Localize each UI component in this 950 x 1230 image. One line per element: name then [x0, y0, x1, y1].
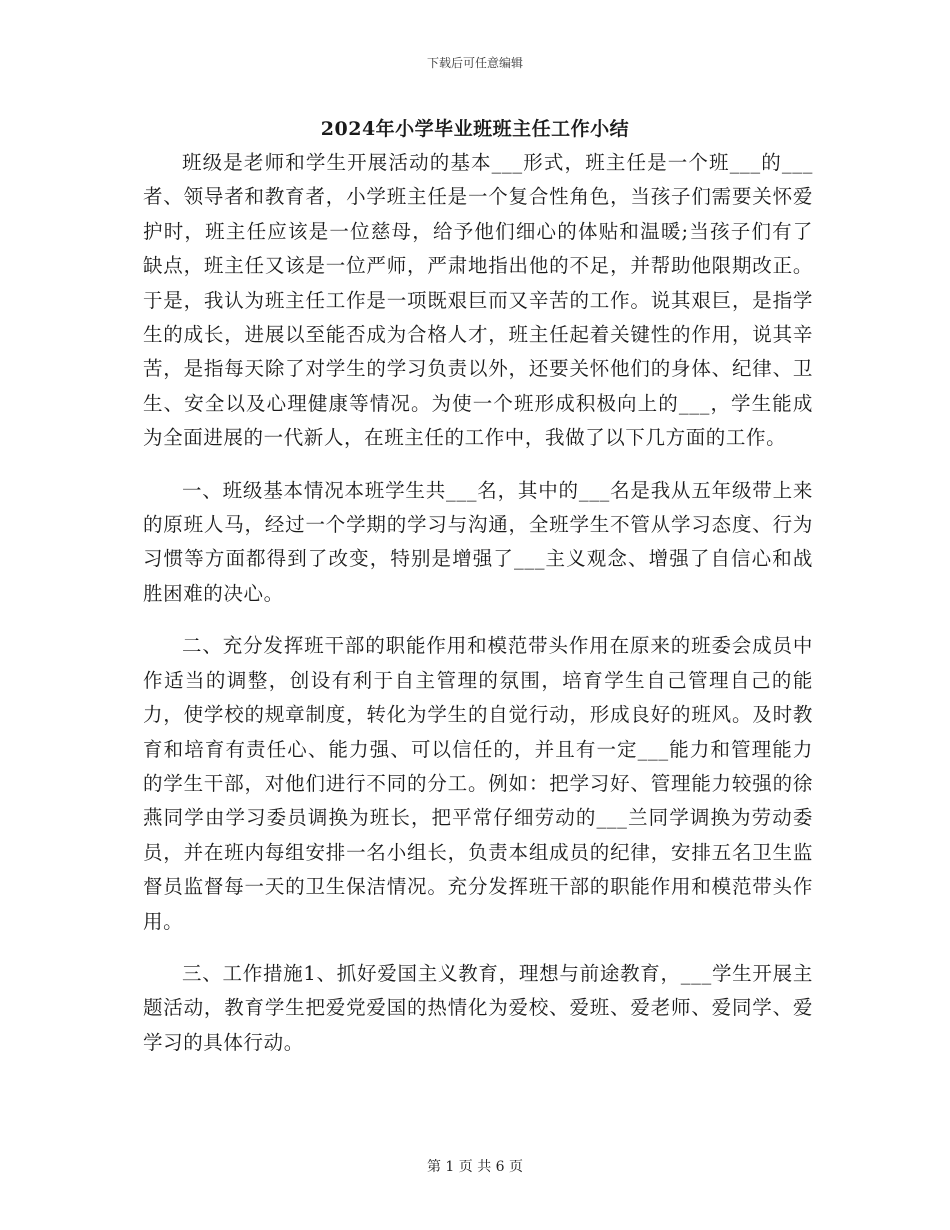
paragraph-section-2: 二、充分发挥班干部的职能作用和模范带头作用在原来的班委会成员中作适当的调整，创设有利于自主管理的氛围，培育学生自己管理自己的能力，使学校的规章制度，转化为学生的自觉行动，形成良好的班风。及时教育和培育有责任心、能力强、可以信任的，并且有一定___能力和管理能力的学生干部，对他们进行不同的分工。例如：把学习好、管理能力较强的徐燕同学由学习委员调换为班长，把平常仔细劳动的___兰同学调换为劳动委员，并在班内每组安排一名小组长，负责本组成员的纪律，安排五名卫生监督员监督每一天的卫生保洁情况。充分发挥班干部的职能作用和模范带头作用。 [143, 634, 813, 933]
paragraph-section-1: 一、班级基本情况本班学生共___名，其中的___名是我从五年级带上来的原班人马，经过一个学期的学习与沟通，全班学生不管从学习态度、行为习惯等方面都得到了改变，特别是增强了___主义观念、增强了自信心和战胜困难的决心。 [143, 478, 813, 605]
paragraph-intro: 班级是老师和学生开展活动的基本___形式，班主任是一个班___的___者、领导者和教育者，小学班主任是一个复合性角色，当孩子们需要关怀爱护时，班主任应该是一位慈母，给予他们细心的体贴和温暖;当孩子们有了缺点，班主任又该是一位严师，严肃地指出他的不足，并帮助他限期改正。于是，我认为班主任工作是一项既艰巨而又辛苦的工作。说其艰巨，是指学生的成长，进展以至能否成为合格人才，班主任起着关键性的作用，说其辛苦，是指每天除了对学生的学习负责以外，还要关怀他们的身体、纪律、卫生、安全以及心理健康等情况。为使一个班形成积极向上的___，学生能成为全面进展的一代新人，在班主任的工作中，我做了以下几方面的工作。 [143, 151, 813, 450]
page-header-note: 下载后可任意编辑 [426, 56, 523, 70]
paragraph-section-3: 三、工作措施1、抓好爱国主义教育，理想与前途教育，___学生开展主题活动，教育学生把爱党爱国的热情化为爱校、爱班、爱老师、爱同学、爱学习的具体行动。 [143, 961, 813, 1054]
page-number: 第 1 页 共 6 页 [426, 1159, 524, 1175]
document-body [143, 146, 813, 1060]
document-title: 2024年小学毕业班班主任工作小结 [320, 118, 630, 140]
